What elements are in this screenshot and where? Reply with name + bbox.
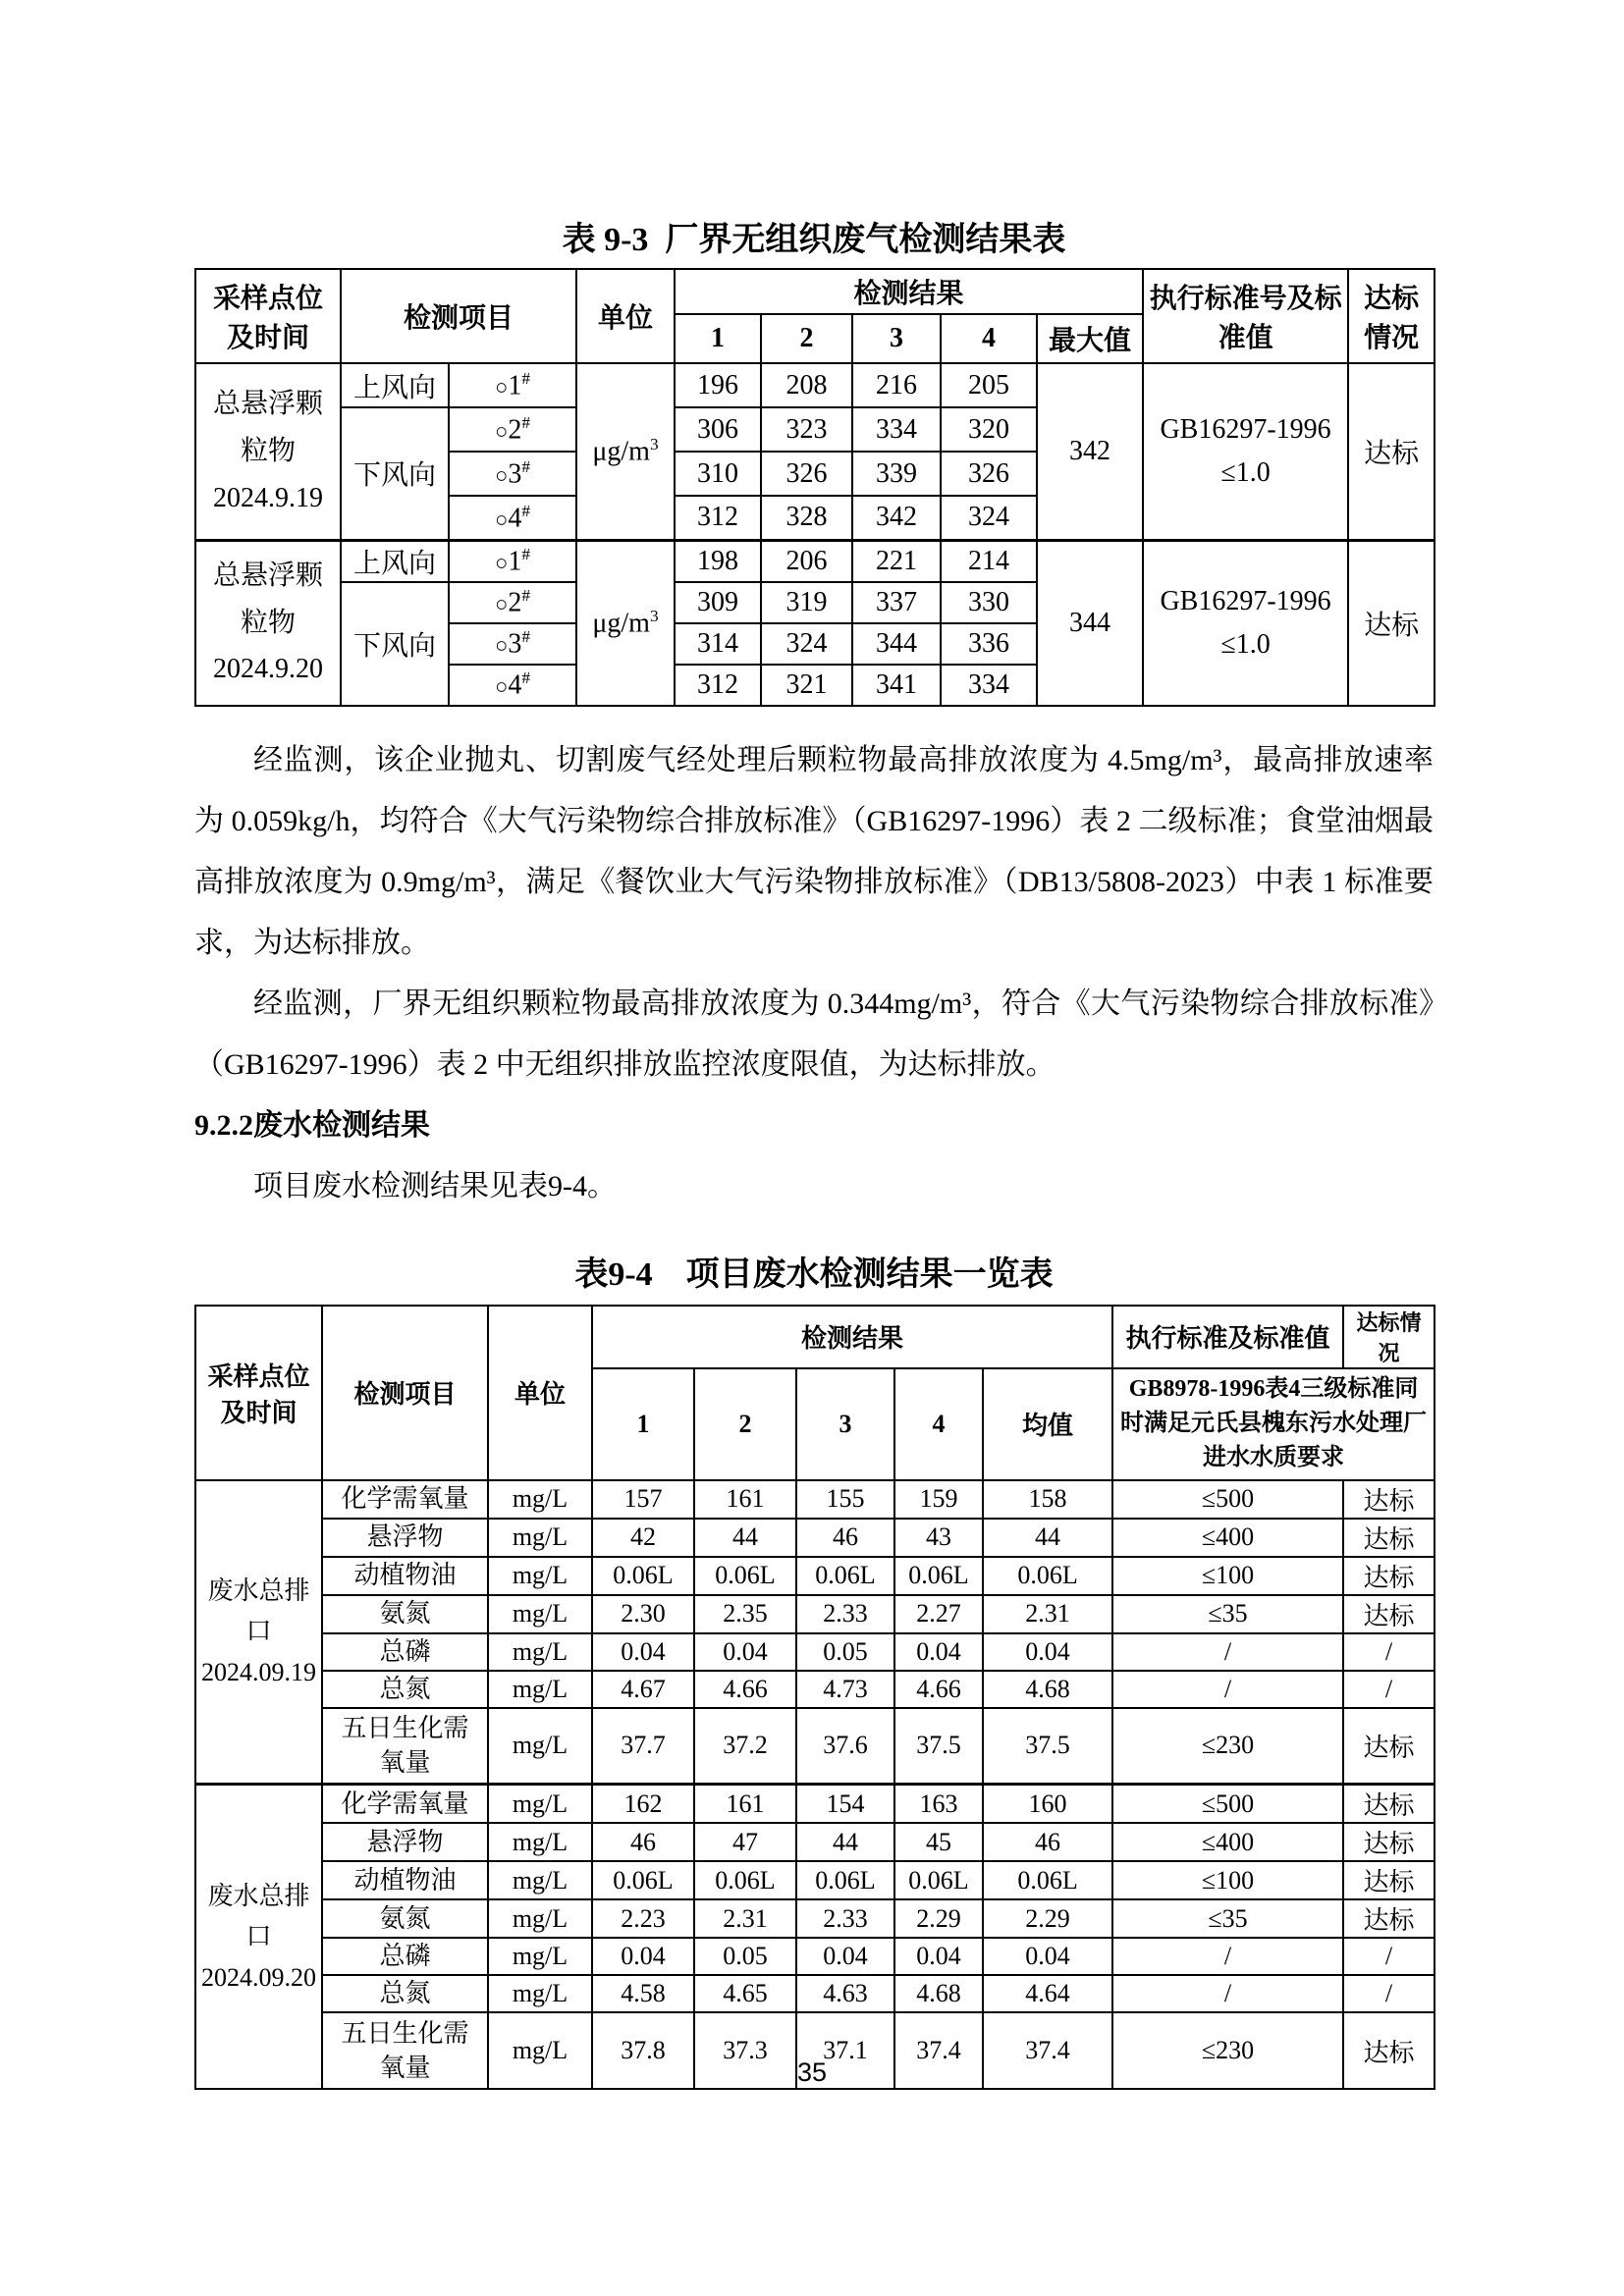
t1-point-sup: # (521, 667, 530, 687)
t1-point-sup: # (521, 626, 530, 646)
t2-value-cell: 45 (894, 1823, 983, 1861)
t2-unit-cell: mg/L (488, 1823, 592, 1861)
t2-avg-cell: 4.64 (983, 1975, 1112, 2012)
t2-item-cell: 化学需氧量 (322, 1785, 488, 1824)
t2-value-cell: 154 (796, 1785, 894, 1824)
t1-point-sup: # (521, 544, 530, 563)
t2-value-cell: 46 (796, 1519, 894, 1557)
t2-unit-cell: mg/L (488, 1519, 592, 1557)
t2-item-cell: 总磷 (322, 1633, 488, 1671)
t1-point-cell (449, 363, 576, 407)
t1-header-compliance: 达标情况 (1348, 269, 1435, 363)
t1-sample-date: 2024.9.19 (213, 482, 323, 513)
paragraph-gas-result-2: 经监测，厂界无组织颗粒物最高排放浓度为 0.344mg/m³，符合《大气污染物综合排放标准》（GB16297-1996）表 2 中无组织排放监控浓度限值，为达标排放。 (194, 987, 1434, 1081)
circle-mark: ○ (495, 506, 509, 531)
t2-compliance-cell: / (1343, 1938, 1435, 1975)
t2-avg-cell: 4.68 (983, 1671, 1112, 1708)
t2-compliance-cell: 达标 (1343, 1785, 1435, 1824)
t1-point-cell (449, 452, 576, 496)
t2-standard-cell: ≤400 (1112, 1823, 1343, 1861)
t2-unit-cell: mg/L (488, 2012, 592, 2089)
t1-point-cell (449, 582, 576, 623)
t1-point-num: 4 (508, 502, 522, 533)
t1-value-cell: 198 (675, 540, 761, 582)
t2-header-unit: 单位 (488, 1306, 592, 1480)
circle-mark: ○ (495, 374, 509, 400)
t2-value-cell: 37.3 (694, 2012, 796, 2089)
t2-value-cell: 46 (592, 1823, 694, 1861)
t2-value-cell: 37.6 (796, 1708, 894, 1785)
t2-sample-cell (195, 1480, 322, 1785)
t2-value-cell: 37.2 (694, 1708, 796, 1785)
t1-point-num: 2 (508, 587, 522, 618)
t2-compliance-cell: 达标 (1343, 1557, 1435, 1595)
t1-compliance-cell: 达标 (1348, 540, 1435, 706)
t1-value-cell: 312 (675, 665, 761, 706)
t1-standard-limit: ≤1.0 (1220, 628, 1271, 660)
t2-unit-cell: mg/L (488, 1785, 592, 1824)
t2-value-cell: 4.63 (796, 1975, 894, 2012)
t2-compliance-cell: 达标 (1343, 1823, 1435, 1861)
t1-unit-sup: 3 (649, 606, 659, 625)
t1-header-sub-1: 1 (675, 314, 761, 363)
t1-direction-cell: 上风向 (341, 363, 449, 407)
t1-value-cell: 337 (852, 582, 941, 623)
t2-standard-cell: ≤100 (1112, 1861, 1343, 1899)
t2-standard-cell: ≤500 (1112, 1785, 1343, 1824)
circle-mark: ○ (495, 591, 509, 616)
t2-standard-cell: / (1112, 1671, 1343, 1708)
t2-value-cell: 162 (592, 1785, 694, 1824)
t2-header-sub-1: 1 (592, 1368, 694, 1480)
t2-item-cell: 总氮 (322, 1975, 488, 2012)
t2-unit-cell: mg/L (488, 1671, 592, 1708)
t2-value-cell: 0.04 (694, 1633, 796, 1671)
t1-unit-cell (576, 540, 675, 706)
t1-header-sub-3: 3 (852, 314, 941, 363)
t2-value-cell: 0.04 (796, 1938, 894, 1975)
t2-standard-cell: / (1112, 1633, 1343, 1671)
t2-value-cell: 0.06L (592, 1557, 694, 1595)
t2-standard-cell: ≤230 (1112, 1708, 1343, 1785)
t2-value-cell: 0.04 (894, 1633, 983, 1671)
t2-unit-cell: mg/L (488, 1899, 592, 1938)
circle-mark: ○ (495, 418, 509, 444)
t2-value-cell: 0.06L (694, 1861, 796, 1899)
t1-standard-limit: ≤1.0 (1220, 456, 1271, 488)
t1-point-num: 3 (508, 628, 522, 660)
t2-value-cell: 0.05 (694, 1938, 796, 1975)
t1-sample-cell (195, 363, 341, 540)
t2-value-cell: 2.29 (894, 1899, 983, 1938)
t1-compliance-cell: 达标 (1348, 363, 1435, 540)
t1-value-cell: 324 (941, 496, 1037, 540)
t2-header-compliance: 达标情况 (1343, 1306, 1435, 1368)
t1-value-cell: 334 (852, 407, 941, 452)
t1-sample-name: 总悬浮颗粒物 (212, 389, 323, 466)
t1-direction-cell: 上风向 (341, 540, 449, 582)
t2-value-cell: 2.27 (894, 1595, 983, 1633)
t2-item-cell: 五日生化需氧量 (322, 1708, 488, 1785)
circle-mark: ○ (495, 632, 509, 658)
t1-value-cell: 196 (675, 363, 761, 407)
t1-value-cell: 214 (941, 540, 1037, 582)
t2-value-cell: 4.58 (592, 1975, 694, 2012)
t2-header-results: 检测结果 (592, 1306, 1112, 1368)
t1-point-sup: # (521, 412, 530, 432)
t2-value-cell: 37.8 (592, 2012, 694, 2089)
t1-point-cell (449, 496, 576, 540)
t2-compliance-cell: 达标 (1343, 1519, 1435, 1557)
t1-value-cell: 323 (761, 407, 852, 452)
t2-compliance-cell: 达标 (1343, 1480, 1435, 1519)
t2-value-cell: 43 (894, 1519, 983, 1557)
t2-unit-cell: mg/L (488, 1557, 592, 1595)
table-9-4 (194, 1305, 1435, 2091)
t2-header-standard-detail: GB8978-1996表4三级标准同时满足元氏县槐东污水处理厂进水水质要求 (1112, 1368, 1435, 1480)
t1-header-unit: 单位 (576, 269, 675, 363)
t2-header-sub-2: 2 (694, 1368, 796, 1480)
t1-value-cell: 205 (941, 363, 1037, 407)
t2-value-cell: 163 (894, 1785, 983, 1824)
t2-sample-name: 废水总排口 (207, 1881, 310, 1951)
t2-standard-cell: ≤35 (1112, 1595, 1343, 1633)
t2-header-standard: 执行标准及标准值 (1112, 1306, 1343, 1368)
t2-avg-cell: 46 (983, 1823, 1112, 1861)
t2-standard-cell: / (1112, 1938, 1343, 1975)
t2-value-cell: 37.7 (592, 1708, 694, 1785)
t2-avg-cell: 0.04 (983, 1633, 1112, 1671)
t2-avg-cell: 0.06L (983, 1861, 1112, 1899)
t2-sample-cell (195, 1785, 322, 2090)
t2-standard-cell: ≤500 (1112, 1480, 1343, 1519)
t1-value-cell: 208 (761, 363, 852, 407)
t2-value-cell: 0.04 (592, 1633, 694, 1671)
t1-point-sup: # (521, 368, 530, 388)
t1-point-cell (449, 623, 576, 665)
t2-unit-cell: mg/L (488, 1975, 592, 2012)
t2-avg-cell: 44 (983, 1519, 1112, 1557)
t1-point-num: 3 (508, 458, 522, 490)
t1-header-sub-max: 最大值 (1037, 314, 1143, 363)
t2-unit-cell: mg/L (488, 1861, 592, 1899)
t1-value-cell: 320 (941, 407, 1037, 452)
t2-avg-cell: 0.04 (983, 1938, 1112, 1975)
t1-value-cell: 321 (761, 665, 852, 706)
t2-value-cell: 4.66 (694, 1671, 796, 1708)
t1-value-cell: 339 (852, 452, 941, 496)
t1-header-sub-4: 4 (941, 314, 1037, 363)
t1-value-cell: 216 (852, 363, 941, 407)
t1-standard-code: GB16297-1996 (1160, 586, 1331, 617)
t1-standard-cell (1143, 540, 1348, 706)
t2-header-sample: 采样点位及时间 (195, 1306, 322, 1480)
t2-value-cell: 159 (894, 1480, 983, 1519)
t1-unit-sup: 3 (649, 435, 659, 454)
t1-value-cell: 312 (675, 496, 761, 540)
t1-header-sample: 采样点位及时间 (195, 269, 341, 363)
t2-value-cell: 4.65 (694, 1975, 796, 2012)
paragraph-gas-result-1: 经监测，该企业抛丸、切割废气经处理后颗粒物最高排放浓度为 4.5mg/m³，最高排放速率为 0.059kg/h，均符合《大气污染物综合排放标准》（GB16297-1996）表 2 二级标准；食堂油烟最高排放浓度为 0.9mg/m³，满足《餐饮业大气污染物排放标准》（DB13/5808-2023）中表 1 标准要求，为达标排放。 (194, 743, 1434, 959)
t2-value-cell: 157 (592, 1480, 694, 1519)
t1-header-standard: 执行标准号及标准值 (1143, 269, 1348, 363)
t2-value-cell: 2.33 (796, 1595, 894, 1633)
t2-item-cell: 动植物油 (322, 1861, 488, 1899)
t2-standard-cell: / (1112, 1975, 1343, 2012)
t1-value-cell: 330 (941, 582, 1037, 623)
t2-item-cell: 总氮 (322, 1671, 488, 1708)
t1-value-cell: 336 (941, 623, 1037, 665)
section-heading-9-2-2: 9.2.2废水检测结果 (194, 1108, 430, 1142)
t2-standard-cell: ≤230 (1112, 2012, 1343, 2089)
t1-value-cell: 310 (675, 452, 761, 496)
t2-standard-cell: ≤100 (1112, 1557, 1343, 1595)
page-content (194, 0, 1434, 2090)
t1-value-cell: 334 (941, 665, 1037, 706)
circle-mark: ○ (495, 550, 509, 575)
t1-header-results: 检测结果 (675, 269, 1143, 314)
t2-value-cell: 0.06L (894, 1557, 983, 1595)
t1-value-cell: 324 (761, 623, 852, 665)
t2-sample-date: 2024.09.20 (201, 1962, 316, 1992)
t2-avg-cell: 37.4 (983, 2012, 1112, 2089)
t1-max-cell: 344 (1037, 540, 1143, 706)
t1-point-sup: # (521, 585, 530, 605)
t1-unit: μg/m (592, 608, 650, 639)
table-9-4-title: 表9-4 项目废水检测结果一览表 (574, 1255, 1054, 1293)
t1-point-num: 4 (508, 669, 522, 701)
circle-mark: ○ (495, 673, 509, 699)
t2-compliance-cell: / (1343, 1633, 1435, 1671)
t2-item-cell: 动植物油 (322, 1557, 488, 1595)
t2-value-cell: 2.30 (592, 1595, 694, 1633)
t2-item-cell: 氨氮 (322, 1899, 488, 1938)
t2-item-cell: 悬浮物 (322, 1823, 488, 1861)
t2-avg-cell: 160 (983, 1785, 1112, 1824)
table-9-3 (194, 268, 1435, 707)
t1-value-cell: 328 (761, 496, 852, 540)
t2-value-cell: 2.35 (694, 1595, 796, 1633)
t2-header-sub-avg: 均值 (983, 1368, 1112, 1480)
t1-header-item: 检测项目 (341, 269, 576, 363)
t1-header-sub-2: 2 (761, 314, 852, 363)
t1-point-num: 1 (508, 546, 522, 577)
t2-compliance-cell: / (1343, 1671, 1435, 1708)
t2-avg-cell: 0.06L (983, 1557, 1112, 1595)
t1-value-cell: 314 (675, 623, 761, 665)
t2-value-cell: 47 (694, 1823, 796, 1861)
t2-compliance-cell: 达标 (1343, 1708, 1435, 1785)
t2-header-item: 检测项目 (322, 1306, 488, 1480)
t2-header-sub-3: 3 (796, 1368, 894, 1480)
t1-value-cell: 344 (852, 623, 941, 665)
t2-value-cell: 44 (796, 1823, 894, 1861)
t1-value-cell: 309 (675, 582, 761, 623)
t2-value-cell: 42 (592, 1519, 694, 1557)
t1-value-cell: 221 (852, 540, 941, 582)
t2-item-cell: 五日生化需氧量 (322, 2012, 488, 2089)
t2-unit-cell: mg/L (488, 1938, 592, 1975)
t2-avg-cell: 37.5 (983, 1708, 1112, 1785)
t2-standard-cell: ≤35 (1112, 1899, 1343, 1938)
t1-point-cell (449, 665, 576, 706)
t1-value-cell: 341 (852, 665, 941, 706)
t2-compliance-cell: 达标 (1343, 1595, 1435, 1633)
t1-sample-cell (195, 540, 341, 706)
t1-point-cell (449, 540, 576, 582)
t2-avg-cell: 2.29 (983, 1899, 1112, 1938)
t2-compliance-cell: 达标 (1343, 1899, 1435, 1938)
t1-unit-cell (576, 363, 675, 540)
t2-value-cell: 0.05 (796, 1633, 894, 1671)
t2-value-cell: 155 (796, 1480, 894, 1519)
t2-value-cell: 161 (694, 1480, 796, 1519)
t2-value-cell: 0.06L (694, 1557, 796, 1595)
t2-value-cell: 2.31 (694, 1899, 796, 1938)
t2-compliance-cell: 达标 (1343, 2012, 1435, 2089)
t2-value-cell: 2.23 (592, 1899, 694, 1938)
t1-sample-date: 2024.9.20 (213, 654, 323, 685)
t2-value-cell: 37.1 (796, 2012, 894, 2089)
t2-unit-cell: mg/L (488, 1595, 592, 1633)
t2-header-sub-4: 4 (894, 1368, 983, 1480)
t2-value-cell: 4.73 (796, 1671, 894, 1708)
t2-value-cell: 0.06L (894, 1861, 983, 1899)
t2-value-cell: 0.06L (796, 1861, 894, 1899)
page-number: 35 (796, 2057, 828, 2087)
t2-value-cell: 161 (694, 1785, 796, 1824)
t1-point-cell (449, 407, 576, 452)
t2-avg-cell: 2.31 (983, 1595, 1112, 1633)
t2-item-cell: 总磷 (322, 1938, 488, 1975)
t2-value-cell: 4.66 (894, 1671, 983, 1708)
t2-item-cell: 悬浮物 (322, 1519, 488, 1557)
t2-compliance-cell: 达标 (1343, 1861, 1435, 1899)
circle-mark: ○ (495, 462, 509, 488)
t2-compliance-cell: / (1343, 1975, 1435, 2012)
t2-value-cell: 0.04 (592, 1938, 694, 1975)
t2-value-cell: 0.06L (592, 1861, 694, 1899)
t1-value-cell: 326 (761, 452, 852, 496)
t1-value-cell: 319 (761, 582, 852, 623)
t2-avg-cell: 158 (983, 1480, 1112, 1519)
t1-value-cell: 342 (852, 496, 941, 540)
t1-value-cell: 306 (675, 407, 761, 452)
t1-standard-code: GB16297-1996 (1160, 414, 1331, 446)
t1-unit: μg/m (592, 436, 650, 467)
t1-point-num: 2 (508, 414, 522, 446)
t2-sample-date: 2024.09.19 (201, 1658, 316, 1687)
t2-unit-cell: mg/L (488, 1708, 592, 1785)
t2-value-cell: 37.4 (894, 2012, 983, 2089)
t2-unit-cell: mg/L (488, 1633, 592, 1671)
t2-value-cell: 44 (694, 1519, 796, 1557)
t2-item-cell: 氨氮 (322, 1595, 488, 1633)
t2-standard-cell: ≤400 (1112, 1519, 1343, 1557)
t2-value-cell: 4.68 (894, 1975, 983, 2012)
t1-point-sup: # (521, 501, 530, 520)
t2-value-cell: 4.67 (592, 1671, 694, 1708)
t1-direction-cell: 下风向 (341, 582, 449, 706)
t2-unit-cell: mg/L (488, 1480, 592, 1519)
t1-value-cell: 206 (761, 540, 852, 582)
t1-value-cell: 326 (941, 452, 1037, 496)
t2-value-cell: 0.06L (796, 1557, 894, 1595)
t2-item-cell: 化学需氧量 (322, 1480, 488, 1519)
t1-point-num: 1 (508, 370, 522, 401)
t2-value-cell: 37.5 (894, 1708, 983, 1785)
t2-sample-name: 废水总排口 (207, 1575, 310, 1646)
t1-max-cell: 342 (1037, 363, 1143, 540)
t1-sample-name: 总悬浮颗粒物 (212, 561, 323, 638)
table-9-3-title: 表 9-3 厂界无组织废气检测结果表 (562, 222, 1066, 258)
paragraph-wastewater-intro: 项目废水检测结果见表9-4。 (253, 1169, 617, 1202)
t1-standard-cell (1143, 363, 1348, 540)
t2-value-cell: 2.33 (796, 1899, 894, 1938)
t1-point-sup: # (521, 456, 530, 476)
t2-value-cell: 0.04 (894, 1938, 983, 1975)
t1-direction-cell: 下风向 (341, 407, 449, 540)
